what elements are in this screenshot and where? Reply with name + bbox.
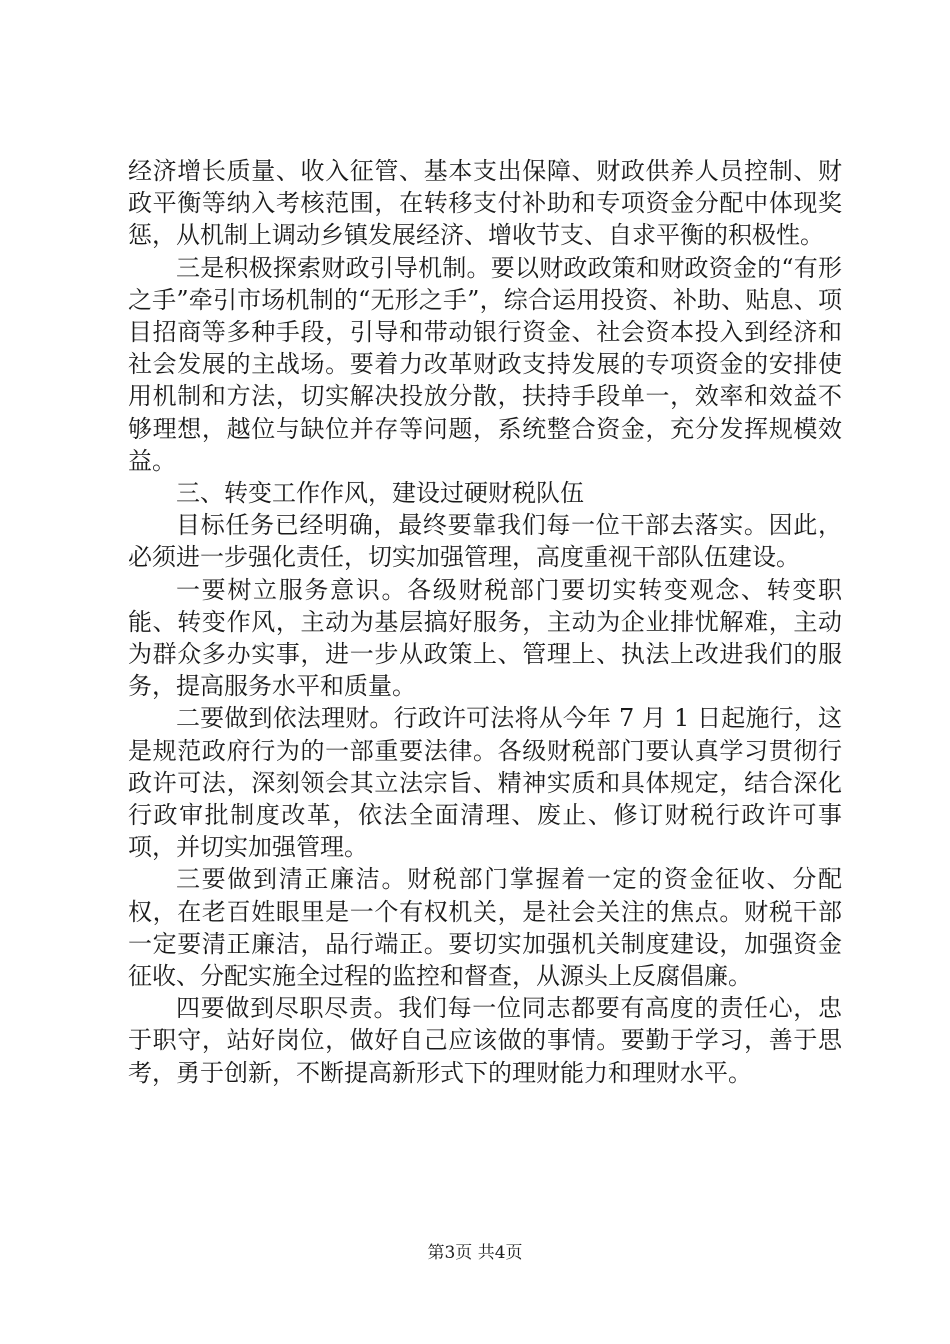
paragraph-service-awareness: 一要树立服务意识。各级财税部门要切实转变观念、转变职能、转变作风，主动为基层搞好服务，主动为企业排忧解难，主动为群众多办实事，进一步从政策上、管理上、执法上改进我们的服务，提高服务水平和质量。 xyxy=(128,575,842,701)
paragraph-continuation: 经济增长质量、收入征管、基本支出保障、财政供养人员控制、财政平衡等纳入考核范围，在转移支付补助和专项资金分配中体现奖惩，从机制上调动乡镇发展经济、增收节支、自求平衡的积极性。 xyxy=(128,157,842,250)
page-number-footer: 第3页 共4页 xyxy=(427,1243,523,1263)
paragraph-duty: 四要做到尽职尽责。我们每一位同志都要有高度的责任心，忠于职守，站好岗位，做好自己应该做的事情。要勤于学习，善于思考，勇于创新，不断提高新形式下的理财能力和理财水平。 xyxy=(128,994,842,1087)
paragraph-target-tasks: 目标任务已经明确，最终要靠我们每一位干部去落实。因此，必须进一步强化责任，切实加强管理，高度重视干部队伍建设。 xyxy=(128,511,842,572)
paragraph-financial-guidance: 三是积极探索财政引导机制。要以财政政策和财政资金的“有形之手”牵引市场机制的“无形之手”，综合运用投资、补助、贴息、项目招商等多种手段，引导和带动银行资金、社会资本投入到经济和社会发展的主战场。要着力改革财政支持发展的专项资金的安排使用机制和方法，切实解决投放分散，扶持手段单一，效率和效益不够理想，越位与缺位并存等问题，系统整合资金，充分发挥规模效益。 xyxy=(128,253,842,475)
document-body xyxy=(128,155,842,1089)
paragraph-law-based-finance: 二要做到依法理财。行政许可法将从今年 7 月 1 日起施行，这是规范政府行为的一部重要法律。各级财税部门要认真学习贯彻行政许可法，深刻领会其立法宗旨、精神实质和具体规定，结合深化行政审批制度改革，依法全面清理、废止、修订财税行政许可事项，并切实加强管理。 xyxy=(128,704,842,862)
section-heading: 三、转变工作作风，建设过硬财税队伍 xyxy=(176,479,584,508)
paragraph-integrity: 三要做到清正廉洁。财税部门掌握着一定的资金征收、分配权，在老百姓眼里是一个有权机关，是社会关注的焦点。财税干部一定要清正廉洁，品行端正。要切实加强机关制度建设，加强资金征收、分配实施全过程的监控和督查，从源头上反腐倡廉。 xyxy=(128,865,842,991)
